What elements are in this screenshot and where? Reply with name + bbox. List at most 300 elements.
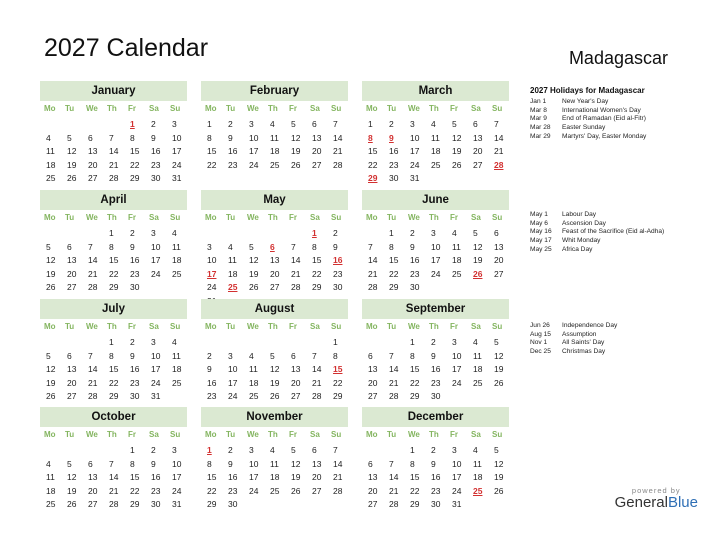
day-cell: 16 (228, 472, 238, 482)
weekday-label: Th (268, 213, 278, 222)
day-cell: 9 (228, 132, 233, 143)
day-cell: 18 (228, 268, 238, 279)
day-cell: 6 (67, 241, 72, 252)
day-cell: 24 (452, 485, 462, 496)
day-cell: 16 (410, 255, 420, 265)
day-grid (362, 336, 509, 404)
empty-cell (40, 227, 61, 241)
day-cell: 30 (228, 499, 238, 509)
day-cell: 21 (109, 485, 119, 496)
month-may (201, 190, 348, 308)
empty-cell (61, 336, 82, 350)
day-cell: 24 (151, 268, 161, 279)
day-cell: 23 (228, 485, 238, 496)
weekday-header (362, 427, 509, 442)
day-cell: 4 (46, 132, 51, 143)
day-cell: 30 (333, 282, 343, 292)
day-cell: 17 (249, 146, 259, 156)
day-cell: 22 (130, 485, 140, 496)
holiday-name: International Women's Day (562, 106, 641, 114)
day-cell: 19 (270, 377, 280, 388)
day-cell: 11 (431, 132, 440, 143)
day-cell: 4 (452, 228, 457, 238)
empty-cell (285, 336, 306, 350)
empty-cell (40, 336, 61, 350)
brand-general: General (614, 494, 668, 511)
day-cell: 14 (333, 458, 343, 469)
day-cell: 6 (473, 119, 478, 129)
month-name: November (201, 407, 348, 427)
day-cell: 5 (270, 350, 275, 361)
day-cell: 26 (46, 282, 56, 292)
day-cell: 26 (291, 485, 301, 496)
weekday-header (201, 101, 348, 116)
weekday-label: Su (170, 430, 181, 439)
weekday-label: Fr (128, 322, 136, 331)
weekday-label: Th (268, 104, 278, 113)
day-cell: 1 (207, 119, 212, 129)
holiday-day: 9 (389, 132, 394, 143)
day-cell: 2 (410, 228, 415, 238)
holiday-day: 25 (473, 485, 483, 496)
day-cell: 4 (473, 445, 478, 455)
day-cell: 20 (368, 485, 378, 496)
empty-cell (201, 227, 222, 241)
day-cell: 20 (88, 485, 98, 496)
weekday-label: Tu (65, 322, 75, 331)
weekday-label: Mo (44, 322, 56, 331)
day-cell: 23 (410, 268, 420, 279)
holiday-name: Africa Day (562, 245, 593, 253)
day-cell: 25 (473, 377, 483, 388)
weekday-label: Sa (471, 213, 481, 222)
weekday-label: Fr (289, 322, 297, 331)
weekday-label: We (247, 322, 259, 331)
day-grid (40, 336, 187, 404)
day-cell: 19 (67, 159, 77, 170)
day-cell: 22 (207, 159, 217, 170)
day-cell: 22 (109, 268, 119, 279)
day-cell: 5 (494, 445, 499, 455)
day-cell: 28 (109, 499, 119, 509)
day-cell: 22 (410, 377, 420, 388)
day-cell: 26 (270, 391, 280, 401)
month-name: July (40, 299, 187, 319)
weekday-label: Su (170, 104, 181, 113)
empty-cell (306, 336, 327, 350)
holiday-name: All Saints' Day (562, 339, 605, 347)
day-cell: 21 (88, 377, 98, 388)
day-cell: 10 (172, 458, 182, 469)
day-cell: 19 (291, 146, 301, 156)
day-cell: 24 (228, 391, 238, 401)
day-cell: 16 (151, 472, 161, 482)
day-cell: 4 (228, 241, 233, 252)
day-cell: 3 (172, 119, 177, 129)
day-cell: 7 (291, 241, 296, 252)
day-cell: 22 (410, 485, 420, 496)
day-cell: 27 (312, 485, 322, 496)
day-cell: 8 (333, 350, 338, 361)
day-cell: 8 (312, 241, 317, 252)
day-cell: 28 (333, 159, 343, 170)
weekday-label: Mo (44, 104, 56, 113)
holidays-title: 2027 Holidays for Madagascar (530, 86, 645, 95)
day-grid (201, 227, 348, 308)
day-cell: 8 (109, 350, 114, 361)
day-cell: 20 (368, 377, 378, 388)
month-march (362, 81, 509, 186)
day-cell: 23 (130, 377, 140, 388)
weekday-label: Tu (65, 104, 75, 113)
day-cell: 18 (452, 255, 462, 265)
day-cell: 23 (431, 377, 441, 388)
day-cell: 19 (249, 268, 259, 279)
weekday-label: We (86, 322, 98, 331)
day-cell: 4 (172, 228, 177, 238)
day-cell: 18 (270, 146, 280, 156)
weekday-label: Sa (149, 430, 159, 439)
day-cell: 2 (228, 445, 233, 455)
holiday-row (530, 348, 700, 357)
weekday-label: Tu (226, 430, 236, 439)
weekday-label: Tu (226, 322, 236, 331)
day-cell: 13 (368, 364, 378, 374)
weekday-label: Mo (205, 322, 217, 331)
day-cell: 6 (67, 350, 72, 361)
day-cell: 22 (368, 159, 378, 170)
weekday-label: We (86, 430, 98, 439)
day-cell: 27 (67, 391, 77, 401)
day-cell: 3 (452, 445, 457, 455)
day-cell: 21 (389, 377, 399, 388)
weekday-label: Fr (128, 213, 136, 222)
holiday-date: May 6 (530, 219, 548, 227)
day-cell: 26 (494, 377, 504, 388)
day-cell: 2 (389, 119, 394, 129)
day-cell: 14 (291, 255, 301, 265)
day-cell: 23 (207, 391, 217, 401)
day-cell: 11 (46, 146, 55, 156)
weekday-label: Fr (128, 104, 136, 113)
day-cell: 23 (431, 485, 441, 496)
holiday-day: 28 (494, 159, 504, 170)
day-cell: 26 (249, 282, 259, 292)
weekday-label: Su (331, 104, 342, 113)
day-cell: 29 (333, 391, 343, 401)
day-cell: 22 (207, 485, 217, 496)
day-cell: 26 (67, 173, 77, 183)
weekday-label: Mo (366, 430, 378, 439)
day-cell: 31 (410, 173, 420, 183)
day-cell: 5 (473, 228, 478, 238)
day-cell: 31 (172, 173, 182, 183)
day-cell: 22 (333, 377, 343, 388)
day-cell: 28 (333, 485, 343, 496)
empty-cell (103, 118, 124, 132)
day-cell: 1 (130, 445, 135, 455)
weekday-label: Fr (289, 213, 297, 222)
day-cell: 8 (410, 350, 415, 361)
day-cell: 21 (291, 268, 301, 279)
holiday-block (530, 211, 700, 255)
weekday-label: Sa (310, 213, 320, 222)
day-cell: 28 (109, 173, 119, 183)
day-cell: 16 (389, 146, 399, 156)
day-cell: 29 (312, 282, 322, 292)
day-cell: 4 (431, 119, 436, 129)
day-cell: 14 (109, 472, 119, 482)
day-cell: 17 (452, 472, 462, 482)
weekday-label: We (408, 213, 420, 222)
day-cell: 27 (368, 391, 378, 401)
day-cell: 13 (312, 132, 322, 143)
day-cell: 19 (291, 472, 301, 482)
holiday-name: Independence Day (562, 322, 618, 329)
weekday-label: Tu (387, 104, 397, 113)
day-cell: 26 (452, 159, 462, 170)
day-cell: 17 (172, 146, 182, 156)
day-cell: 4 (46, 458, 51, 469)
day-grid (40, 444, 187, 512)
day-cell: 29 (207, 499, 217, 509)
day-cell: 11 (228, 255, 237, 265)
weekday-header (362, 101, 509, 116)
empty-cell (383, 336, 404, 350)
weekday-label: Th (268, 430, 278, 439)
day-cell: 30 (130, 391, 140, 401)
weekday-label: Sa (471, 322, 481, 331)
month-name: March (362, 81, 509, 101)
day-cell: 24 (249, 159, 259, 170)
weekday-label: Su (170, 213, 181, 222)
day-cell: 14 (389, 364, 399, 374)
day-cell: 2 (151, 445, 156, 455)
day-cell: 3 (151, 337, 156, 347)
day-cell: 6 (312, 119, 317, 129)
day-cell: 2 (207, 350, 212, 361)
holiday-date: May 16 (530, 228, 552, 236)
weekday-label: Sa (310, 430, 320, 439)
day-grid (201, 444, 348, 512)
day-cell: 27 (270, 282, 280, 292)
holiday-date: Mar 8 (530, 106, 547, 114)
weekday-label: Sa (471, 430, 481, 439)
brand-blue: Blue (667, 494, 698, 511)
day-cell: 4 (270, 445, 275, 455)
day-cell: 6 (312, 445, 317, 455)
weekday-label: Fr (289, 104, 297, 113)
weekday-label: Tu (226, 213, 236, 222)
day-cell: 24 (249, 485, 259, 496)
day-cell: 9 (228, 458, 233, 469)
day-cell: 18 (249, 377, 259, 388)
day-cell: 8 (207, 458, 212, 469)
weekday-label: Fr (289, 430, 297, 439)
weekday-label: We (247, 430, 259, 439)
day-cell: 1 (389, 228, 394, 238)
month-name: May (201, 190, 348, 210)
weekday-label: Mo (44, 213, 56, 222)
day-cell: 1 (109, 337, 114, 347)
weekday-label: Fr (128, 430, 136, 439)
month-december (362, 407, 509, 512)
day-cell: 14 (368, 255, 378, 265)
day-cell: 5 (452, 119, 457, 129)
month-name: August (201, 299, 348, 319)
day-cell: 26 (494, 485, 504, 496)
holiday-name: Whit Monday (562, 237, 601, 245)
weekday-label: Mo (44, 430, 56, 439)
weekday-label: Su (492, 213, 503, 222)
weekday-label: Mo (366, 104, 378, 113)
day-cell: 19 (67, 485, 77, 496)
empty-cell (362, 227, 383, 241)
weekday-label: We (408, 104, 420, 113)
holiday-row (530, 237, 700, 246)
empty-cell (82, 118, 103, 132)
day-cell: 20 (494, 255, 504, 265)
weekday-label: Tu (387, 213, 397, 222)
powered-by-text: powered by (631, 486, 681, 495)
day-cell: 11 (452, 241, 461, 252)
day-cell: 4 (270, 119, 275, 129)
day-cell: 17 (151, 255, 161, 265)
weekday-label: Th (107, 104, 117, 113)
weekday-label: Tu (65, 213, 75, 222)
holiday-row (530, 124, 700, 133)
day-cell: 9 (151, 132, 156, 143)
day-cell: 24 (431, 268, 441, 279)
month-name: January (40, 81, 187, 101)
day-cell: 16 (228, 146, 238, 156)
day-cell: 9 (333, 241, 338, 252)
weekday-label: Th (107, 213, 117, 222)
day-cell: 11 (270, 132, 279, 143)
day-cell: 23 (389, 159, 399, 170)
day-cell: 30 (389, 173, 399, 183)
holiday-date: Mar 29 (530, 132, 551, 140)
day-cell: 28 (389, 499, 399, 509)
holiday-day: 15 (333, 364, 343, 374)
day-cell: 28 (88, 282, 98, 292)
empty-cell (383, 444, 404, 458)
empty-cell (61, 227, 82, 241)
day-cell: 5 (249, 241, 254, 252)
weekday-label: We (408, 430, 420, 439)
country-label: Madagascar (568, 48, 668, 68)
day-cell: 14 (494, 132, 504, 143)
day-cell: 14 (389, 472, 399, 482)
month-june (362, 190, 509, 295)
day-cell: 8 (207, 132, 212, 143)
day-cell: 25 (46, 173, 56, 183)
day-cell: 24 (172, 485, 182, 496)
empty-cell (285, 227, 306, 241)
day-cell: 10 (151, 241, 161, 252)
day-cell: 12 (46, 255, 56, 265)
day-cell: 7 (109, 132, 114, 143)
day-cell: 30 (410, 282, 420, 292)
day-cell: 13 (88, 472, 98, 482)
day-cell: 8 (410, 458, 415, 469)
holiday-row (530, 115, 700, 124)
weekday-label: We (408, 322, 420, 331)
holiday-day: 29 (368, 173, 378, 183)
day-cell: 24 (172, 159, 182, 170)
day-cell: 28 (88, 391, 98, 401)
day-cell: 4 (249, 350, 254, 361)
day-grid (201, 336, 348, 417)
holiday-row (530, 98, 700, 107)
day-cell: 25 (172, 268, 182, 279)
day-cell: 7 (88, 241, 93, 252)
holiday-row (530, 220, 700, 229)
day-cell: 21 (109, 159, 119, 170)
day-cell: 29 (410, 499, 420, 509)
day-cell: 24 (410, 159, 420, 170)
weekday-label: Th (429, 213, 439, 222)
day-cell: 30 (130, 282, 140, 292)
weekday-label: Sa (149, 322, 159, 331)
empty-cell (82, 444, 103, 458)
day-cell: 15 (109, 364, 119, 374)
day-cell: 12 (494, 458, 504, 469)
day-cell: 13 (291, 364, 301, 374)
empty-cell (243, 336, 264, 350)
day-cell: 7 (333, 445, 338, 455)
day-cell: 21 (389, 485, 399, 496)
day-cell: 15 (207, 472, 217, 482)
day-cell: 5 (494, 337, 499, 347)
holiday-row (530, 322, 700, 331)
day-cell: 9 (207, 364, 212, 374)
day-cell: 5 (46, 350, 51, 361)
day-cell: 6 (291, 350, 296, 361)
month-name: February (201, 81, 348, 101)
footer-logo[interactable] (615, 486, 698, 511)
weekday-label: Mo (205, 104, 217, 113)
day-cell: 3 (228, 350, 233, 361)
weekday-label: Th (107, 430, 117, 439)
holiday-row (530, 331, 700, 340)
day-cell: 16 (130, 364, 140, 374)
weekday-label: Th (429, 322, 439, 331)
day-cell: 12 (249, 255, 259, 265)
day-cell: 2 (333, 228, 338, 238)
holiday-name: Labour Day (562, 211, 597, 218)
holiday-day: 26 (473, 268, 483, 279)
weekday-label: Fr (450, 322, 458, 331)
day-cell: 27 (312, 159, 322, 170)
weekday-label: Mo (205, 213, 217, 222)
weekday-header (201, 210, 348, 225)
month-name: June (362, 190, 509, 210)
day-cell: 16 (130, 255, 140, 265)
holiday-row (530, 211, 700, 220)
day-cell: 13 (67, 364, 77, 374)
day-cell: 11 (473, 350, 482, 361)
day-cell: 1 (109, 228, 114, 238)
day-cell: 30 (151, 173, 161, 183)
day-cell: 3 (410, 119, 415, 129)
holiday-date: May 17 (530, 237, 552, 245)
day-cell: 13 (67, 255, 77, 265)
day-cell: 15 (368, 146, 378, 156)
day-cell: 23 (151, 159, 161, 170)
day-cell: 10 (452, 350, 462, 361)
holiday-row (530, 246, 700, 255)
